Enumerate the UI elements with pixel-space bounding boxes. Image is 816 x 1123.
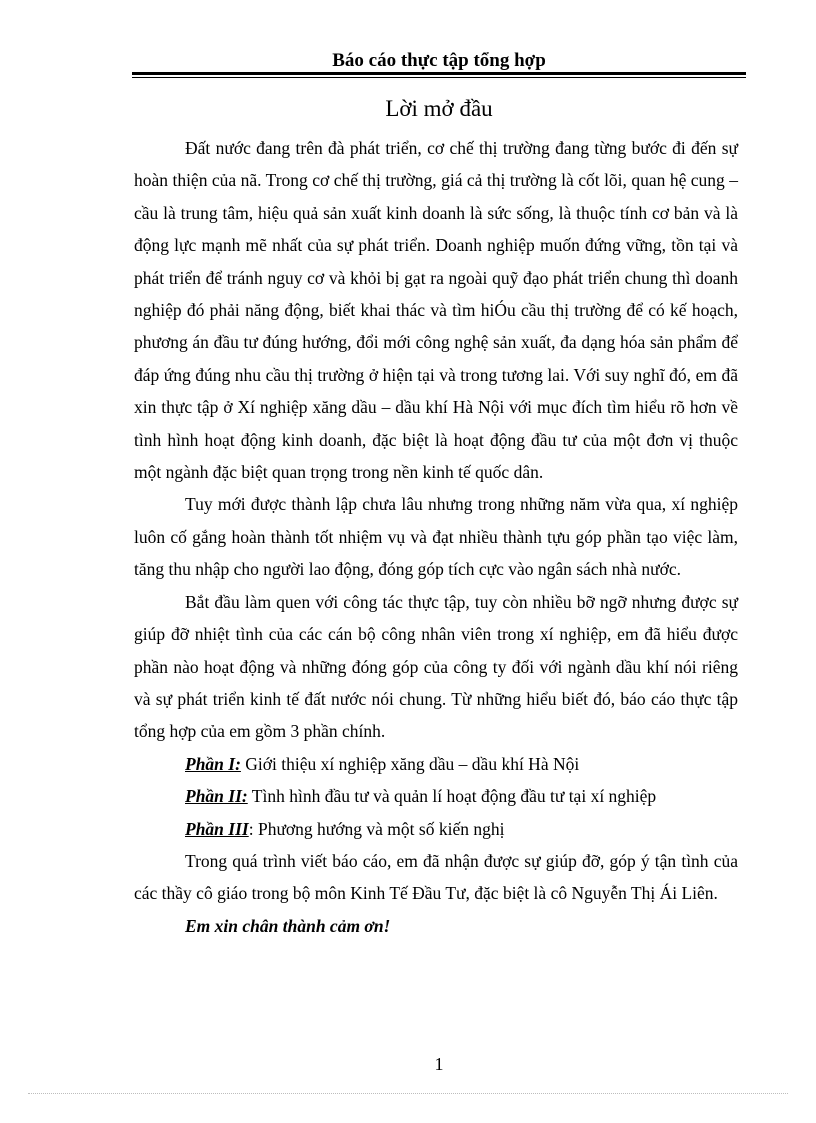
section-label: Phần II: — [185, 786, 248, 807]
section-item-1 — [134, 748, 738, 780]
section-item-3 — [134, 813, 738, 845]
document-body — [134, 132, 738, 942]
header-rule-thick — [132, 72, 746, 75]
section-text: Tình hình đầu tư và quản lí hoạt động đầu tư tại xí nghiệp — [247, 786, 657, 807]
paragraph-internship: Bắt đầu làm quen với công tác thực tập, tuy còn nhiều bỡ ngỡ nhưng được sự giúp đỡ nhiệt tình của các cán bộ công nhân viên trong xí nghiệp, em đã hiểu được phần nào hoạt động và những đóng góp của công ty đối với ngành dầu khí nói riêng và sự phát triển kinh tế đất nước nói chung. Từ những hiểu biết đó, báo cáo thực tập tổng hợp của em gồm 3 phần chính. — [134, 591, 738, 742]
section-label: Phần III — [185, 818, 249, 839]
paragraph-intro: Đất nước đang trên đà phát triển, cơ chế thị trường đang từng bước đi đến sự hoàn thiện của nã. Trong cơ chế thị trường, giá cả thị trường là cốt lõi, quan hệ cung – cầu là trung tâm, hiệu quả sản xuất kinh doanh là sức sống, là thuộc tính cơ bản và là động lực mạnh mẽ nhất của sự phát triển. Doanh nghiệp muốn đứng vững, tồn tại và phát triển để tránh nguy cơ và khỏi bị gạt ra ngoài quỹ đạo phát triển chung thì doanh nghiệp đó phải năng động, biết khai thác và tìm hiÓu cầu thị trường để có kế hoạch, phương án đầu tư đúng hướng, đổi mới công nghệ sản xuất, đa dạng hóa sản phẩm để đáp ứng đúng nhu cầu thị trường ở hiện tại và trong tương lai. Với suy nghĩ đó, em đã xin thực tập ở Xí nghiệp xăng dầu – dầu khí Hà Nội với mục đích tìm hiểu rõ hơn về tình hình hoạt động kinh doanh, đặc biệt là hoạt động đầu tư của một đơn vị thuộc một ngành đặc biệt quan trọng trong nền kinh tế quốc dân. — [134, 138, 738, 483]
page-title: Lời mở đầu — [385, 96, 493, 121]
section-item-2 — [134, 780, 738, 812]
paragraph-achievements: Tuy mới được thành lập chưa lâu nhưng trong những năm vừa qua, xí nghiệp luôn cố gắng hoàn thành tốt nhiệm vụ và đạt nhiều thành tựu góp phần tạo việc làm, tăng thu nhập cho người lao động, đóng góp tích cực vào ngân sách nhà nước. — [134, 494, 738, 580]
page-break-marker — [28, 1093, 788, 1094]
section-label: Phần I: — [185, 753, 241, 774]
running-header: Báo cáo thực tập tổng hợp — [332, 50, 546, 71]
section-text: : Phương hướng và một số kiến nghị — [248, 818, 505, 839]
closing-line: Em xin chân thành cảm ơn! — [185, 915, 391, 936]
paragraph-thanks: Trong quá trình viết báo cáo, em đã nhận được sự giúp đỡ, góp ý tận tình của các thầy cô giáo trong bộ môn Kinh Tế Đầu Tư, đặc biệt là cô Nguyễn Thị Ái Liên. — [134, 850, 738, 904]
header-rule-thin — [132, 77, 746, 78]
section-text: Giới thiệu xí nghiệp xăng dầu – dầu khí Hà Nội — [240, 753, 580, 774]
page-number: 1 — [434, 1054, 444, 1074]
